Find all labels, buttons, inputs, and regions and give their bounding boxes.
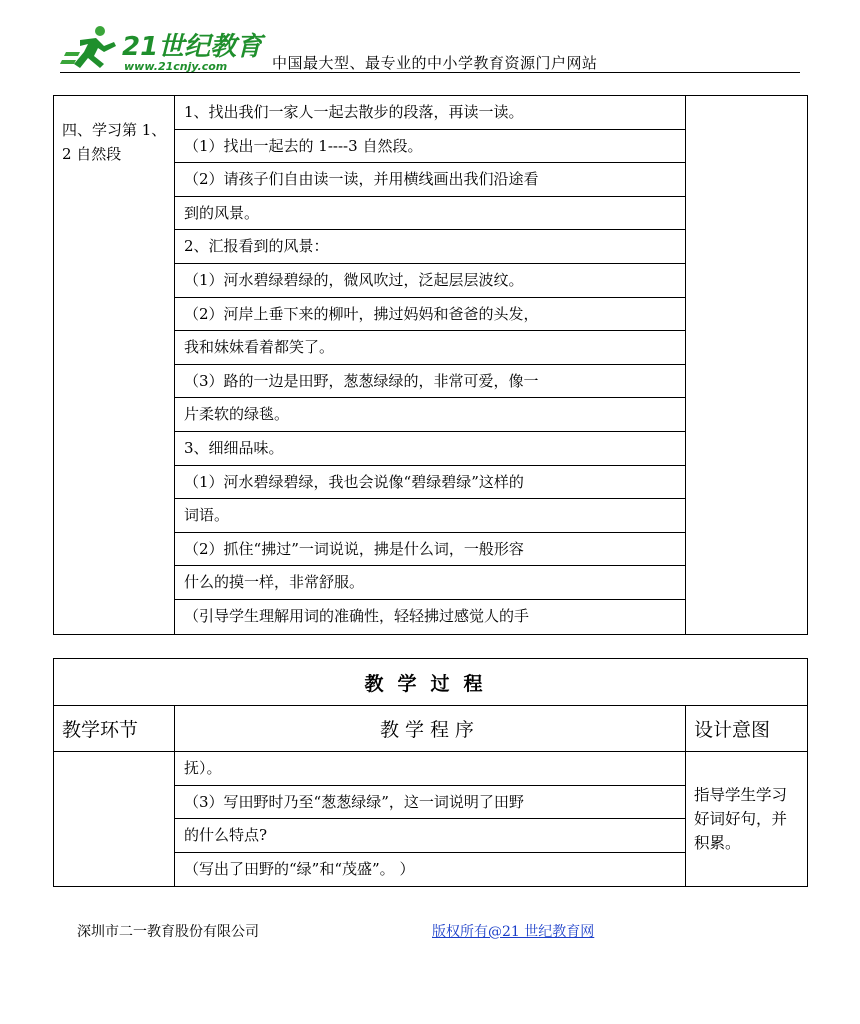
procedure-line: （1）河水碧绿碧绿的，微风吹过，泛起层层波纹。 xyxy=(175,264,685,298)
procedure-lines xyxy=(175,96,685,634)
procedure-line: 片柔软的绿毯。 xyxy=(175,398,685,432)
logo-url: www.21cnjy.com xyxy=(124,60,228,73)
procedure-line: （1）河水碧绿碧绿，我也会说像“碧绿碧绿”这样的 xyxy=(175,466,685,500)
column-header-stage: 教学环节 xyxy=(54,706,175,752)
lesson-table-1 xyxy=(53,95,808,635)
column-header-intent: 设计意图 xyxy=(686,706,808,752)
procedure-line: （3）写田野时乃至“葱葱绿绿”，这一词说明了田野 xyxy=(175,786,685,820)
procedure-line: 词语。 xyxy=(175,499,685,533)
procedure-line: （2）抓住“拂过”一词说说，拂是什么词，一般形容 xyxy=(175,533,685,567)
table-title: 教学过程 xyxy=(54,659,808,706)
header-divider xyxy=(60,72,800,73)
site-slogan: 中国最大型、最专业的中小学教育资源门户网站 xyxy=(272,54,598,72)
footer-company: 深圳市二一教育股份有限公司 xyxy=(77,924,259,940)
procedure-line: （2）河岸上垂下来的柳叶，拂过妈妈和爸爸的头发， xyxy=(175,298,685,332)
procedure-line: （写出了田野的“绿”和“茂盛”。 ） xyxy=(184,859,415,878)
procedure-cell xyxy=(175,752,686,887)
site-logo xyxy=(60,22,270,74)
section-cell xyxy=(54,96,175,635)
procedure-line: 2、汇报看到的风景： xyxy=(175,230,685,264)
intent-cell-empty xyxy=(686,96,808,635)
logo-text: 21世纪教育 xyxy=(122,32,263,62)
procedure-line: （1）找出一起去的 1----3 自然段。 xyxy=(175,130,685,164)
copyright-link[interactable]: 版权所有@21 世纪教育网 xyxy=(432,924,595,940)
procedure-line: （3）路的一边是田野，葱葱绿绿的，非常可爱，像一 xyxy=(175,365,685,399)
procedure-line: （2）请孩子们自由读一读，并用横线画出我们沿途看 xyxy=(175,163,685,197)
procedure-line: 1、找出我们一家人一起去散步的段落，再读一读。 xyxy=(175,96,685,130)
procedure-line: 什么的摸一样，非常舒服。 xyxy=(175,566,685,600)
column-header-procedure: 教学程序 xyxy=(175,706,686,752)
procedure-cell xyxy=(175,96,686,635)
runner-icon xyxy=(60,26,116,68)
procedure-line: 到的风景。 xyxy=(175,197,685,231)
procedure-line: 的什么特点? xyxy=(175,819,685,853)
procedure-line: 我和妹妹看着都笑了。 xyxy=(175,331,685,365)
procedure-lines xyxy=(175,752,685,886)
procedure-line: 抚）。 xyxy=(175,752,685,786)
stage-cell-empty xyxy=(54,752,175,887)
intent-cell: 指导学生学习好词好句，并积累。 xyxy=(686,752,808,887)
procedure-line: 3、细细品味。 xyxy=(175,432,685,466)
procedure-line: （引导学生理解用词的准确性，轻轻拂过感觉人的手 xyxy=(184,606,530,625)
page-header xyxy=(60,22,800,74)
section-label: 四、学习第 1、2 自然段 xyxy=(62,121,167,163)
lesson-table-2 xyxy=(53,658,808,887)
